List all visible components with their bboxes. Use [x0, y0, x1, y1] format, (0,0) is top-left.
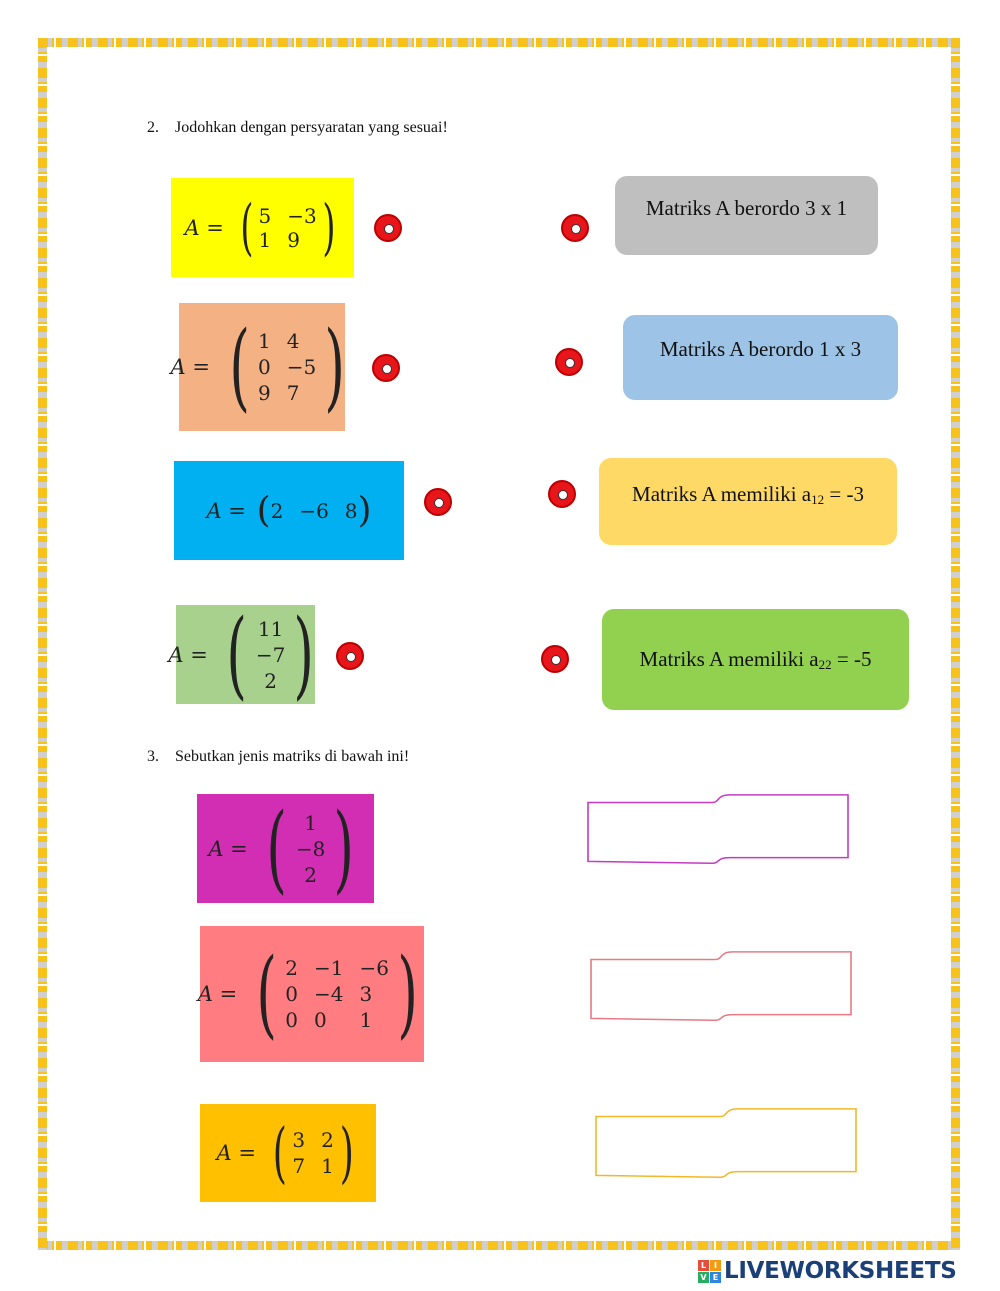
matrix-entry: 8: [344, 498, 358, 523]
matrix-entry: 11: [257, 616, 284, 641]
matrix-lhs: A =: [197, 982, 244, 1006]
option-box-1[interactable]: [615, 176, 878, 255]
answer-banner-1[interactable]: [584, 793, 852, 867]
right-paren: ): [293, 597, 315, 710]
matrix-entry: 1: [359, 1008, 373, 1032]
answer-banner-2[interactable]: [587, 950, 855, 1024]
question-number: 2.: [147, 119, 159, 136]
right-paren: ): [322, 191, 336, 263]
matrix-lhs: A =: [184, 215, 231, 240]
matrix-entry: 1: [321, 1154, 334, 1178]
liveworksheets-logo: [698, 1258, 994, 1284]
matrix-entry: 0: [285, 982, 298, 1006]
matrix-lhs: A =: [170, 355, 217, 379]
matrix-entry: 1: [258, 227, 272, 252]
question-text: Sebutkan jenis matriks di bawah ini!: [175, 748, 410, 765]
connector-dot-right-2[interactable]: [555, 348, 583, 376]
matrix-card-3[interactable]: [174, 461, 404, 560]
matrix-body: [248, 937, 426, 1050]
matrix-entry: −6: [359, 956, 389, 980]
matrix-entry: −3: [287, 203, 317, 228]
matrix-card-2[interactable]: [170, 303, 346, 431]
question-3-heading: [147, 748, 409, 766]
matrix-entry: 2: [285, 956, 298, 980]
matrix-entry: −6: [299, 498, 329, 523]
logo-block: V: [698, 1272, 709, 1283]
matrix-entry: 3: [359, 982, 373, 1006]
matrix-entry: 2: [321, 1128, 334, 1152]
left-paren: (: [226, 597, 248, 710]
matrix-entry: 3: [292, 1128, 306, 1152]
connector-dot-left-1[interactable]: [374, 214, 402, 242]
left-paren: (: [272, 1114, 287, 1192]
logo-text: LIVEWORKSHEETS: [724, 1258, 957, 1284]
logo-block: I: [710, 1260, 721, 1271]
option-box-4[interactable]: [602, 609, 909, 710]
matrix-card-7: [200, 1104, 376, 1202]
matrix-entry: −1: [313, 956, 344, 980]
right-paren: ): [357, 489, 372, 531]
matrix-body: [218, 597, 322, 710]
matrix-entry: 0: [313, 1008, 327, 1032]
matrix-card-4[interactable]: [168, 597, 315, 710]
left-paren: (: [266, 791, 288, 904]
matrix-entry: −8: [295, 836, 326, 861]
matrix-body: [256, 489, 372, 531]
matrix-body: [235, 191, 341, 263]
option-label: Matriks A berordo 1 x 3: [659, 337, 862, 361]
matrix-entry: 2: [264, 668, 277, 693]
logo-blocks-icon: [698, 1260, 721, 1283]
matrix-lhs: A =: [208, 836, 255, 861]
matrix-entry: 9: [257, 381, 271, 405]
matrix-entry: 9: [287, 227, 300, 252]
matrix-lhs: A =: [206, 498, 253, 523]
matrix-entry: 2: [304, 862, 317, 887]
border-right: [951, 38, 960, 1250]
matrix-entry: 7: [286, 381, 300, 405]
left-paren: (: [256, 937, 277, 1050]
option-label: Matriks A memiliki $a_{12} = -3$: [632, 482, 864, 507]
border-left: [38, 38, 47, 1250]
matrix-body: [221, 310, 354, 423]
matrix-entry: 5: [258, 203, 272, 228]
left-paren: (: [239, 191, 254, 263]
matrix-entry: −5: [286, 355, 317, 379]
question-text: Jodohkan dengan persyaratan yang sesuai!: [175, 119, 448, 136]
matrix-entry: 0: [285, 1008, 298, 1032]
question-2-heading: [147, 119, 448, 137]
connector-dot-left-2[interactable]: [372, 354, 400, 382]
matrix-card-5: [197, 791, 374, 904]
option-label: Matriks A berordo 3 x 1: [645, 196, 848, 220]
answer-banner-3[interactable]: [592, 1107, 860, 1181]
question-number: 3.: [147, 748, 159, 765]
matrix-entry: −4: [313, 982, 344, 1006]
logo-block: L: [698, 1260, 709, 1271]
right-paren: ): [333, 791, 355, 904]
left-paren: (: [256, 489, 271, 531]
matrix-lhs: A =: [168, 642, 215, 667]
connector-dot-right-3[interactable]: [548, 480, 576, 508]
matrix-card-1[interactable]: [171, 178, 354, 277]
matrix-entry: 7: [292, 1154, 306, 1178]
border-bottom: [38, 1241, 960, 1250]
matrix-entry: −7: [255, 642, 286, 667]
connector-dot-right-1[interactable]: [561, 214, 589, 242]
connector-dot-left-3[interactable]: [424, 488, 452, 516]
left-paren: (: [229, 310, 250, 423]
option-box-3[interactable]: [599, 458, 897, 545]
connector-dot-left-4[interactable]: [336, 642, 364, 670]
right-paren: ): [324, 310, 346, 423]
matrix-entry: 1: [304, 810, 317, 835]
connector-dot-right-4[interactable]: [541, 645, 569, 673]
border-top: [38, 38, 960, 47]
right-paren: ): [397, 937, 418, 1050]
matrix-card-6: [197, 926, 424, 1062]
option-label: Matriks A memiliki $a_{22} = -5$: [639, 646, 872, 672]
right-paren: ): [339, 1114, 354, 1192]
matrix-body: [267, 1114, 360, 1192]
logo-block: E: [710, 1272, 721, 1283]
matrix-entry: 0: [257, 355, 271, 379]
matrix-entry: 1: [257, 329, 271, 353]
matrix-entry: 2: [270, 498, 284, 523]
matrix-body: [258, 791, 362, 904]
matrix-entry: 4: [286, 329, 300, 353]
option-box-2[interactable]: [623, 315, 898, 400]
matrix-lhs: A =: [216, 1141, 263, 1165]
